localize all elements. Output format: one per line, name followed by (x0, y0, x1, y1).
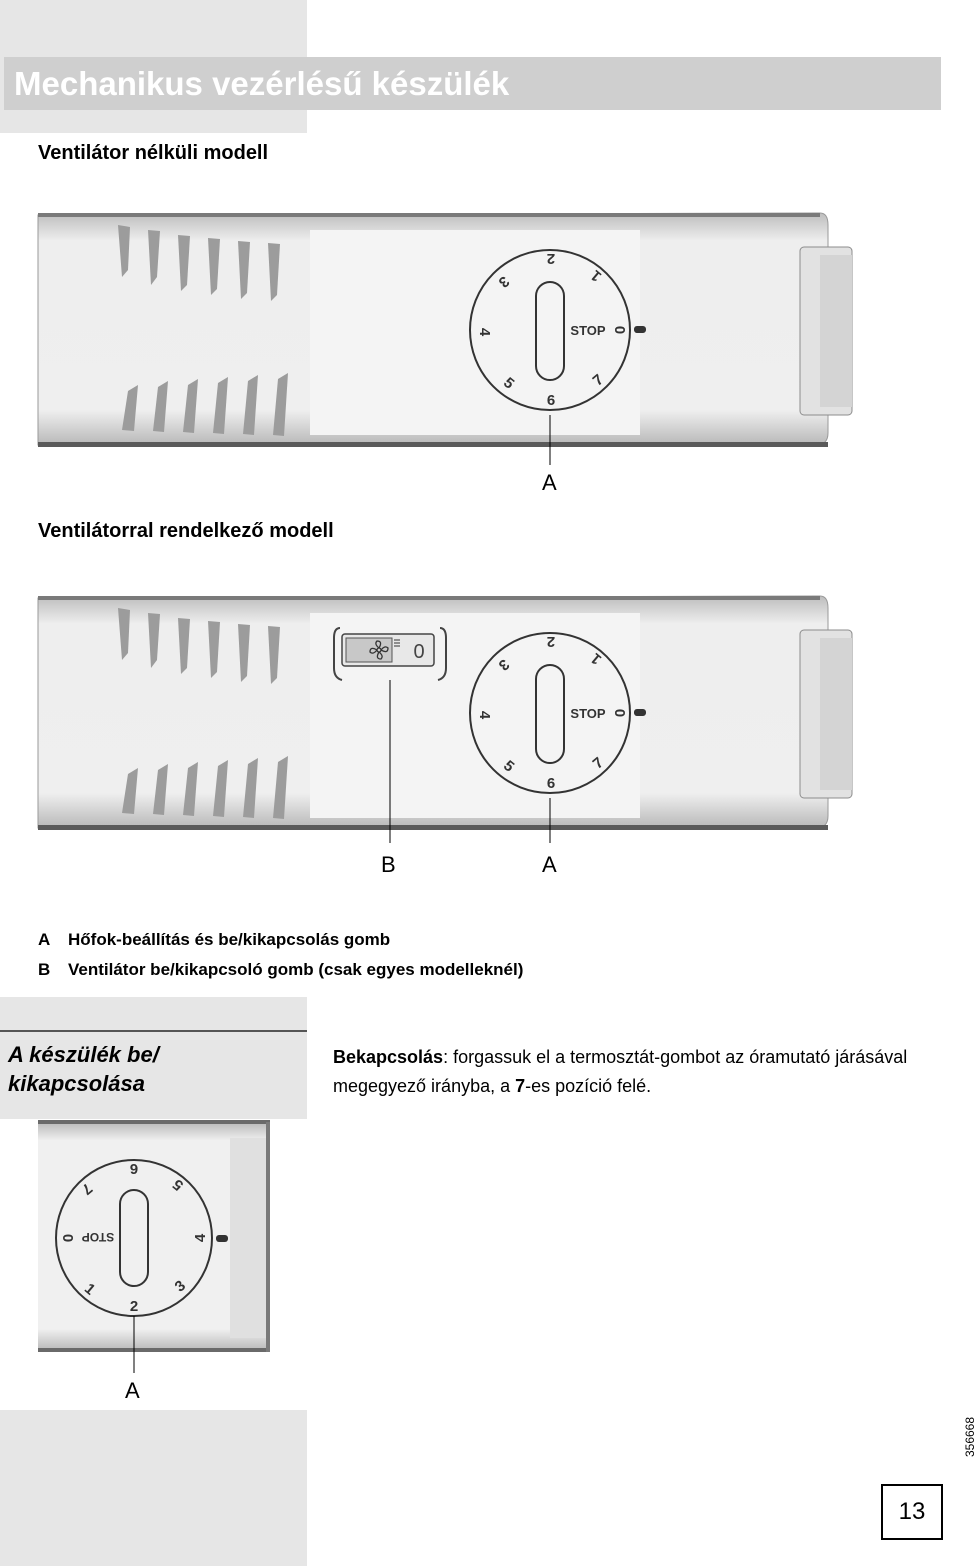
dial-number-4: 4 (476, 327, 493, 337)
instruction-tail: -es pozíció felé. (525, 1076, 652, 1096)
callout-a-top: A (542, 470, 557, 495)
callout-a-middle: A (542, 852, 557, 877)
dial-zero: 0 (612, 325, 629, 335)
dial-number-2: 2 (546, 250, 556, 267)
fan-switch-zero: 0 (413, 641, 425, 663)
instruction-body: : forgassuk el a termosztát-gombot az óramutató járásával megegyező irányba, a (333, 1047, 908, 1096)
dial-number-5: 5 (169, 1175, 187, 1194)
section-label-line2: kikapcsolása (8, 1071, 145, 1096)
dial-number-1: 1 (587, 649, 605, 668)
instruction-position: 7 (515, 1076, 526, 1096)
dial-number-3: 3 (495, 655, 513, 674)
dial-number-3: 3 (171, 1277, 189, 1296)
dial-number-7: 7 (78, 1179, 96, 1198)
dial-stop-label: STOP (570, 706, 606, 721)
dial-number-5: 5 (500, 374, 518, 393)
dial-number-6: 6 (546, 392, 556, 409)
legend-item-a (38, 930, 390, 950)
title-bar (4, 57, 941, 110)
legend-text-b: Ventilátor be/kikapcsoló gomb (csak egyes modelleknél) (68, 960, 524, 979)
legend-key-b: B (38, 960, 51, 979)
page-number: 13 (881, 1484, 943, 1540)
section-label (8, 1040, 159, 1098)
dial-number-7: 7 (589, 754, 607, 773)
dial-number-7: 7 (589, 371, 607, 390)
dial-stop-label: STOP (81, 1230, 115, 1244)
legend-item-b (38, 960, 523, 980)
dial-number-6: 6 (546, 775, 556, 792)
section-divider (0, 1030, 307, 1032)
control-panel-no-fan-figure (30, 205, 870, 515)
instruction-keyword: Bekapcsolás (333, 1047, 444, 1067)
margin-strip-bottom (0, 1410, 307, 1566)
page-title: Mechanikus vezérlésű készülék (14, 64, 510, 102)
dial-number-2: 2 (546, 633, 556, 650)
dial-zero: 0 (59, 1233, 76, 1243)
dial-number-4: 4 (476, 710, 493, 720)
legend-text-a: Hőfok-beállítás és be/kikapcsolás gomb (68, 930, 391, 949)
callout-b: B (381, 852, 396, 877)
dial-number-2: 2 (129, 1298, 139, 1315)
dial-number-1: 1 (587, 266, 605, 285)
dial-zero: 0 (612, 708, 629, 718)
callout-a-bottom: A (125, 1378, 140, 1403)
dial-stop-label: STOP (570, 323, 606, 338)
model-heading-with-fan: Ventilátorral rendelkező modell (38, 520, 334, 542)
control-panel-fan-figure (30, 588, 870, 858)
dial-number-4: 4 (192, 1233, 209, 1243)
dial-closeup-figure (30, 1118, 280, 1388)
instruction-text (333, 1043, 933, 1101)
dial-number-5: 5 (500, 757, 518, 776)
dial-number-6: 6 (129, 1160, 139, 1177)
dial-number-3: 3 (495, 272, 513, 291)
dial-number-1: 1 (81, 1280, 99, 1299)
section-label-line1: A készülék be/ (8, 1042, 159, 1067)
document-code: 356668 (963, 1416, 977, 1458)
model-heading-no-fan: Ventilátor nélküli modell (38, 142, 269, 164)
legend-key-a: A (38, 930, 51, 949)
